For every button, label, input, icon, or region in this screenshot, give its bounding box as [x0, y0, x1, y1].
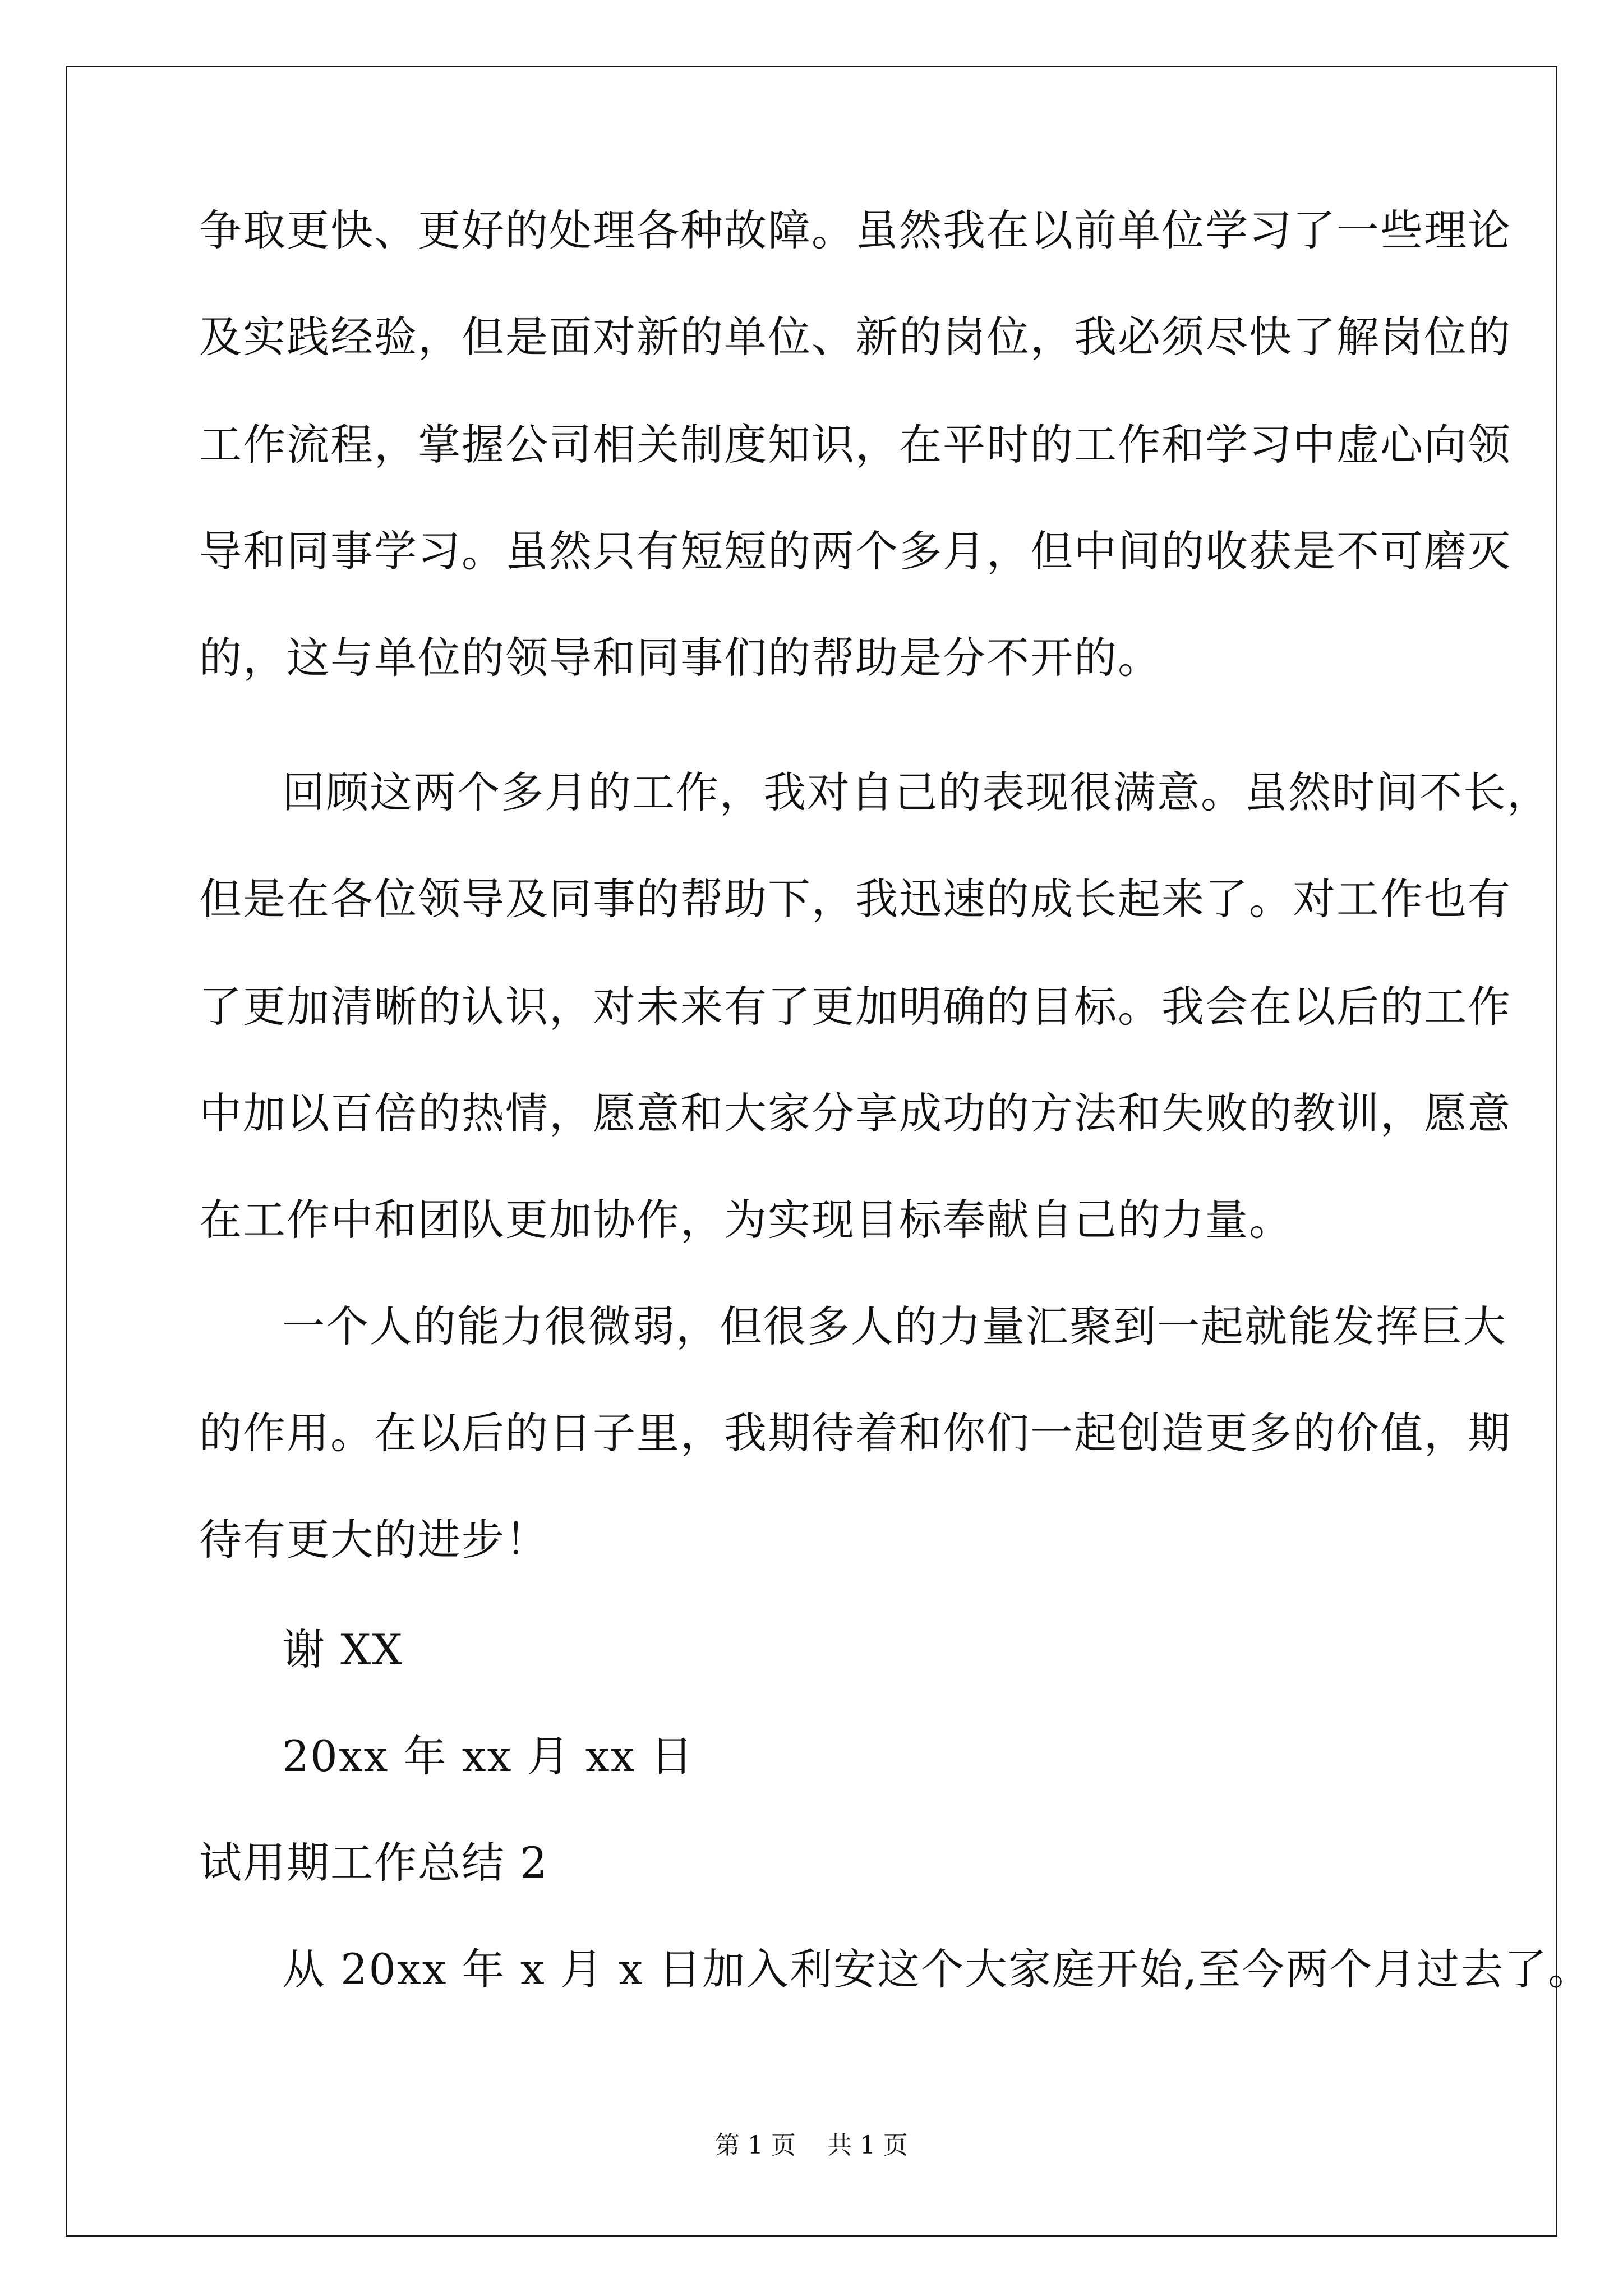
page-border [66, 66, 1557, 2237]
body-line-12: 的作用。在以后的日子里，我期待着和你们一起创造更多的价值，期 [199, 1408, 1511, 1458]
body-line-3: 工作流程，掌握公司相关制度知识，在平时的工作和学习中虚心向领 [199, 420, 1511, 470]
signature-date: 20xx 年 xx 月 xx 日 [282, 1731, 694, 1781]
body-line-11: 一个人的能力很微弱，但很多人的力量汇聚到一起就能发挥巨大 [282, 1301, 1507, 1351]
body-line-6: 回顾这两个多月的工作，我对自己的表现很满意。虽然时间不长， [282, 767, 1551, 817]
section-heading: 试用期工作总结 2 [199, 1838, 548, 1888]
body-line-14: 从 20xx 年 x 月 x 日加入利安这个大家庭开始,至今两个月过去了。 [282, 1944, 1592, 1994]
body-line-4: 导和同事学习。虽然只有短短的两个多月，但中间的收获是不可磨灭 [199, 526, 1511, 576]
body-line-8: 了更加清晰的认识，对未来有了更加明确的目标。我会在以后的工作 [199, 982, 1511, 1032]
body-line-1: 争取更快、更好的处理各种故障。虽然我在以前单位学习了一些理论 [199, 205, 1511, 255]
body-line-13: 待有更大的进步！ [199, 1515, 549, 1565]
body-line-7: 但是在各位领导及同事的帮助下，我迅速的成长起来了。对工作也有 [199, 874, 1511, 924]
body-line-2: 及实践经验，但是面对新的单位、新的岗位，我必须尽快了解岗位的 [199, 312, 1511, 362]
page-footer: 第 1 页 共 1 页 [715, 2131, 908, 2160]
body-line-9: 中加以百倍的热情，愿意和大家分享成功的方法和失败的教训，愿意 [199, 1088, 1511, 1138]
signature-name: 谢 XX [282, 1625, 404, 1674]
body-line-10: 在工作中和团队更加协作，为实现目标奉献自己的力量。 [199, 1195, 1293, 1245]
body-line-5: 的，这与单位的领导和同事们的帮助是分不开的。 [199, 633, 1161, 683]
